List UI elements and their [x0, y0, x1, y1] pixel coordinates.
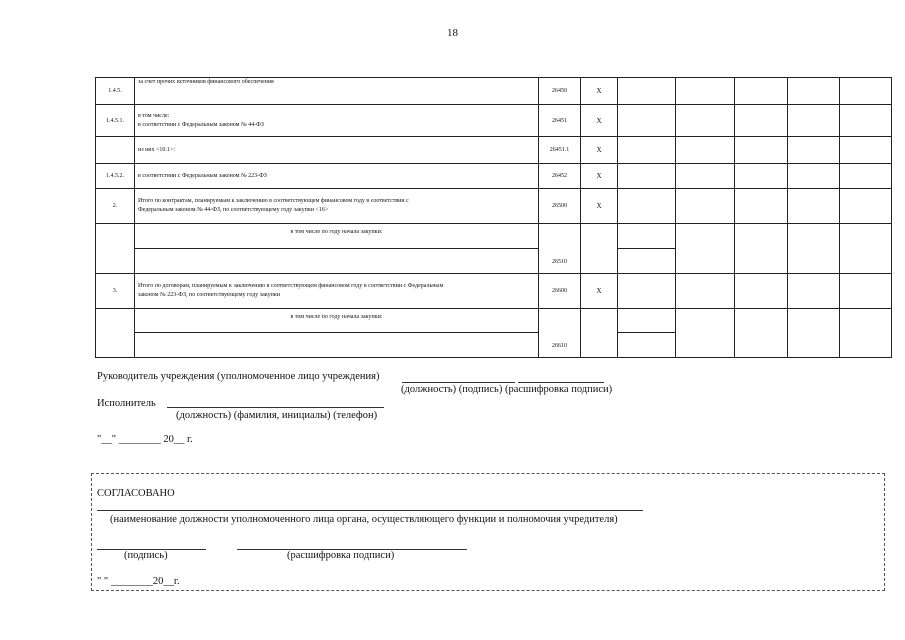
row-subheading: в том числе по году начала закупки: [135, 309, 539, 333]
row-number: 3. [96, 274, 135, 309]
value-cell [735, 164, 788, 189]
date-line: "__" ________ 20__ г. [97, 434, 193, 445]
value-cell [676, 224, 735, 274]
row-code: 26452 [539, 164, 581, 189]
row-mark: X [581, 105, 618, 137]
row-description-line: в соответствии с Федеральным законом № 44-ФЗ [138, 121, 264, 128]
value-cell [788, 105, 840, 137]
row-number: 1.4.5. [96, 78, 135, 105]
table-row [96, 164, 892, 189]
row-description-line: в том числе: [138, 112, 170, 119]
value-cell [618, 249, 676, 274]
value-cell [618, 309, 676, 333]
value-cell [676, 137, 735, 164]
row-mark: X [581, 137, 618, 164]
approval-org-caption: (наименование должности уполномоченного лица органа, осуществляющего функции и полномочия учредителя) [110, 514, 618, 525]
executor-label: Исполнитель [97, 398, 156, 409]
head-position-line [402, 382, 515, 383]
value-cell [788, 78, 840, 105]
row-number [96, 137, 135, 164]
value-cell [735, 105, 788, 137]
value-cell [735, 78, 788, 105]
approval-title: СОГЛАСОВАНО [97, 488, 175, 499]
row-description-line: законом № 223-ФЗ, по соответствующему году закупки [138, 292, 280, 298]
blank-cell [135, 249, 539, 274]
table-row [96, 224, 892, 249]
value-cell [618, 274, 676, 309]
value-cell [735, 309, 788, 358]
row-number [96, 224, 135, 274]
value-cell [618, 105, 676, 137]
table-row [96, 309, 892, 333]
row-description-line: Итого по контрактам, планируемым к заключению в соответствующем финансовом году в соответствии с [138, 198, 409, 204]
row-mark [581, 309, 618, 358]
value-cell [840, 78, 892, 105]
row-code: 26451.1 [539, 137, 581, 164]
executor-caption: (должность) (фамилия, инициалы) (телефон) [176, 410, 378, 421]
value-cell [788, 137, 840, 164]
value-cell [788, 224, 840, 274]
value-cell [840, 105, 892, 137]
value-cell [788, 274, 840, 309]
executor-line [167, 407, 384, 408]
table-row [96, 137, 892, 164]
head-signature-line [518, 382, 604, 383]
value-cell [618, 78, 676, 105]
blank-cell [135, 333, 539, 358]
value-cell [840, 189, 892, 224]
value-cell [788, 189, 840, 224]
value-cell [840, 164, 892, 189]
approval-decode-caption: (расшифровка подписи) [287, 550, 395, 561]
value-cell [676, 274, 735, 309]
table-row [96, 274, 892, 309]
table-row [96, 78, 892, 105]
value-cell [618, 164, 676, 189]
value-cell [618, 224, 676, 249]
table-row [96, 105, 892, 137]
row-number: 1.4.5.2. [96, 164, 135, 189]
value-cell [676, 164, 735, 189]
approval-box [91, 473, 885, 591]
row-number: 1.4.5.1. [96, 105, 135, 137]
row-code: 26510 [539, 224, 581, 274]
value-cell [735, 274, 788, 309]
row-mark: X [581, 274, 618, 309]
page-number: 18 [447, 27, 458, 39]
row-code: 26600 [539, 274, 581, 309]
value-cell [735, 189, 788, 224]
approval-date-line: " " ________20__г. [97, 576, 180, 587]
approval-sign-caption: (подпись) [124, 550, 168, 561]
row-code: 26450 [539, 78, 581, 105]
approval-org-line [97, 510, 643, 511]
table-row [96, 189, 892, 224]
value-cell [676, 309, 735, 358]
value-cell [618, 333, 676, 358]
row-code: 26500 [539, 189, 581, 224]
value-cell [840, 274, 892, 309]
row-description: в соответствии с Федеральным законом № 223-ФЗ [135, 164, 539, 189]
row-code: 26451 [539, 105, 581, 137]
row-mark: X [581, 164, 618, 189]
value-cell [840, 309, 892, 358]
value-cell [618, 189, 676, 224]
value-cell [735, 137, 788, 164]
value-cell [618, 137, 676, 164]
row-description [135, 274, 539, 309]
value-cell [676, 78, 735, 105]
row-number [96, 309, 135, 358]
row-code: 26610 [539, 309, 581, 358]
row-description: из них <10.1>: [135, 137, 539, 164]
row-subheading: в том числе по году начала закупки: [135, 224, 539, 249]
row-description: за счет прочих источников финансового обеспечения [135, 78, 539, 105]
row-mark: X [581, 78, 618, 105]
row-description [135, 105, 539, 137]
value-cell [840, 137, 892, 164]
value-cell [676, 189, 735, 224]
row-description-line: Федеральным законом № 44-ФЗ, по соответствующему году закупки <16> [138, 207, 329, 213]
value-cell [676, 105, 735, 137]
row-mark [581, 224, 618, 274]
value-cell [735, 224, 788, 274]
row-mark: X [581, 189, 618, 224]
row-number: 2. [96, 189, 135, 224]
head-caption: (должность) (подпись) (расшифровка подписи) [401, 384, 613, 395]
value-cell [788, 164, 840, 189]
value-cell [840, 224, 892, 274]
finance-table-wrap [95, 77, 892, 358]
finance-table [95, 77, 892, 358]
row-description-line: Итого по договорам, планируемым к заключению в соответствующем финансовом году в соответствии с Федеральным [138, 283, 444, 289]
row-description [135, 189, 539, 224]
value-cell [788, 309, 840, 358]
head-label: Руководитель учреждения (уполномоченное лицо учреждения) [97, 371, 380, 382]
